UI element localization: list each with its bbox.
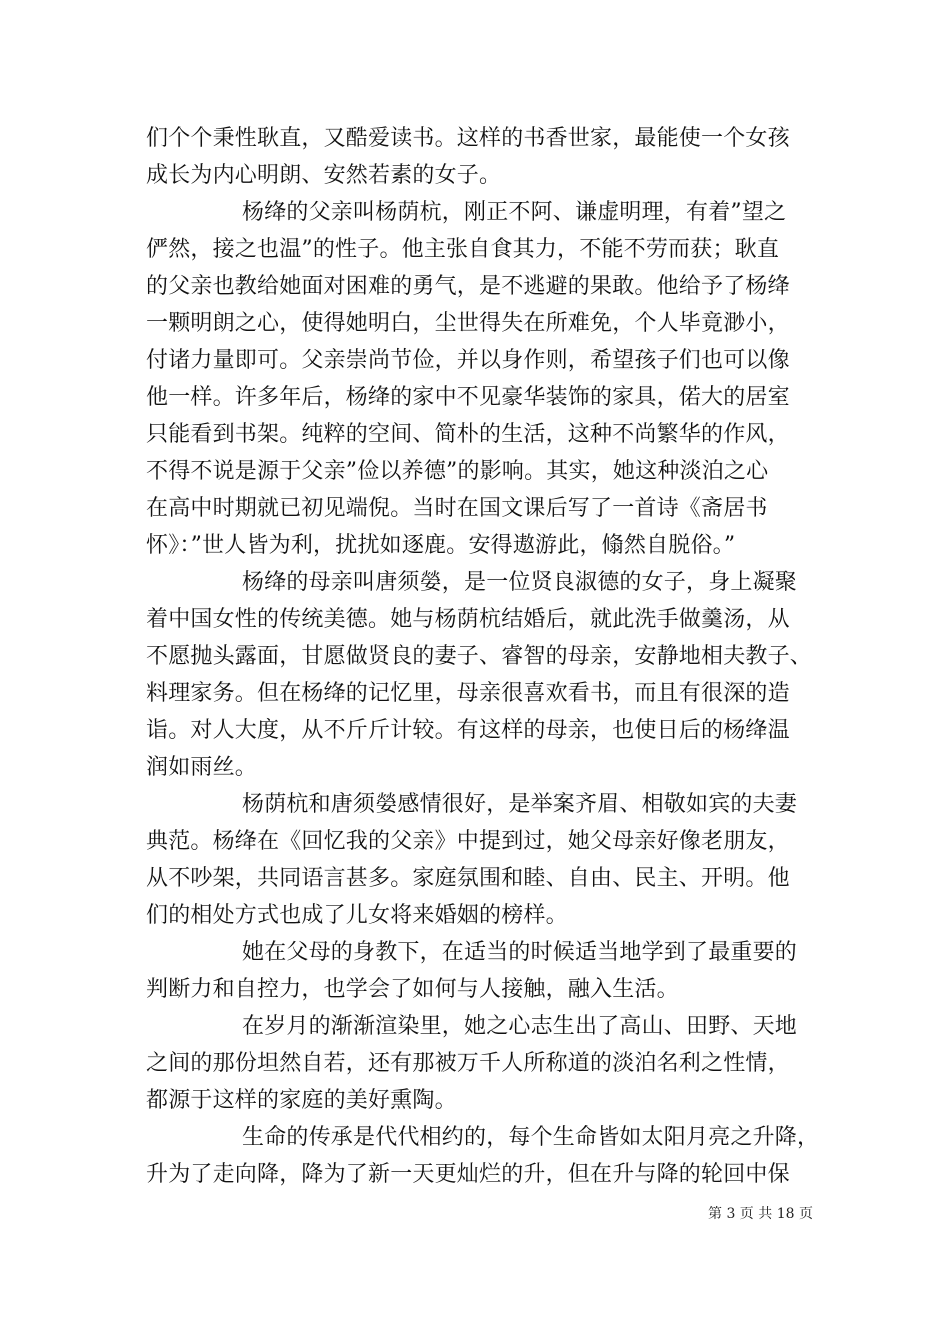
text-line: 们个个秉性耿直，又酷爱读书。这样的书香世家，最能使一个女孩 bbox=[146, 126, 790, 151]
text-line: 他一样。许多年后，杨绛的家中不见豪华装饰的家具，偌大的居室 bbox=[146, 385, 790, 410]
text-line: 不愿抛头露面，甘愿做贤良的妻子、睿智的母亲，安静地相夫教子、 bbox=[146, 644, 813, 669]
text-line: 俨然，接之也温”的性子。他主张自食其力，不能不劳而获；耿直 bbox=[146, 237, 780, 262]
text-line: 付诸力量即可。父亲崇尚节俭，并以身作则，希望孩子们也可以像 bbox=[146, 348, 790, 373]
text-line: 料理家务。但在杨绛的记忆里，母亲很喜欢看书，而且有很深的造 bbox=[146, 681, 790, 706]
text-line: 只能看到书架。纯粹的空间、简朴的生活，这种不尚繁华的作风， bbox=[146, 422, 790, 447]
text-line: 们的相处方式也成了儿女将来婚姻的榜样。 bbox=[146, 903, 568, 928]
text-line: 不得不说是源于父亲”俭以养德”的影响。其实，她这种淡泊之心 bbox=[146, 459, 769, 484]
paragraph-start-line: 生命的传承是代代相约的，每个生命皆如太阳月亮之升降， bbox=[242, 1125, 820, 1150]
paragraph-start-line: 杨绛的母亲叫唐须嫈，是一位贤良淑德的女子，身上凝聚 bbox=[242, 570, 798, 595]
page-number: 第 3 页 共 18 页 bbox=[708, 1206, 813, 1222]
paragraph-start-line: 杨荫杭和唐须嫈感情很好，是举案齐眉、相敬如宾的夫妻 bbox=[242, 792, 798, 817]
text-line: 着中国女性的传统美德。她与杨荫杭结婚后，就此洗手做羹汤，从 bbox=[146, 607, 790, 632]
text-line: 之间的那份坦然自若，还有那被万千人所称道的淡泊名利之性情， bbox=[146, 1051, 790, 1076]
text-line: 润如雨丝。 bbox=[146, 755, 258, 780]
paragraph-start-line: 在岁月的渐渐渲染里，她之心志生出了高山、田野、天地 bbox=[242, 1014, 798, 1039]
text-line: 成长为内心明朗、安然若素的女子。 bbox=[146, 163, 502, 188]
text-line: 典范。杨绛在《回忆我的父亲》中提到过，她父母亲好像老朋友， bbox=[146, 829, 790, 854]
text-line: 的父亲也教给她面对困难的勇气，是不逃避的果敢。他给予了杨绛 bbox=[146, 274, 790, 299]
text-line: 诣。对人大度，从不斤斤计较。有这样的母亲，也使日后的杨绛温 bbox=[146, 718, 790, 743]
text-line: 怀》：”世人皆为利，扰扰如逐鹿。安得遨游此，翛然自脱俗。” bbox=[146, 533, 736, 558]
text-line: 一颗明朗之心，使得她明白，尘世得失在所难免，个人毕竟渺小， bbox=[146, 311, 790, 336]
paragraph-start-line: 杨绛的父亲叫杨荫杭，刚正不阿、谦虚明理，有着”望之 bbox=[242, 200, 787, 225]
text-line: 从不吵架，共同语言甚多。家庭氛围和睦、自由、民主、开明。他 bbox=[146, 866, 790, 891]
text-line: 都源于这样的家庭的美好熏陶。 bbox=[146, 1088, 457, 1113]
text-line: 判断力和自控力，也学会了如何与人接触，融入生活。 bbox=[146, 977, 679, 1002]
text-line: 在高中时期就已初见端倪。当时在国文课后写了一首诗《斋居书 bbox=[146, 496, 768, 521]
paragraph-start-line: 她在父母的身教下，在适当的时候适当地学到了最重要的 bbox=[242, 940, 798, 965]
text-line: 升为了走向降，降为了新一天更灿烂的升，但在升与降的轮回中保 bbox=[146, 1162, 790, 1187]
